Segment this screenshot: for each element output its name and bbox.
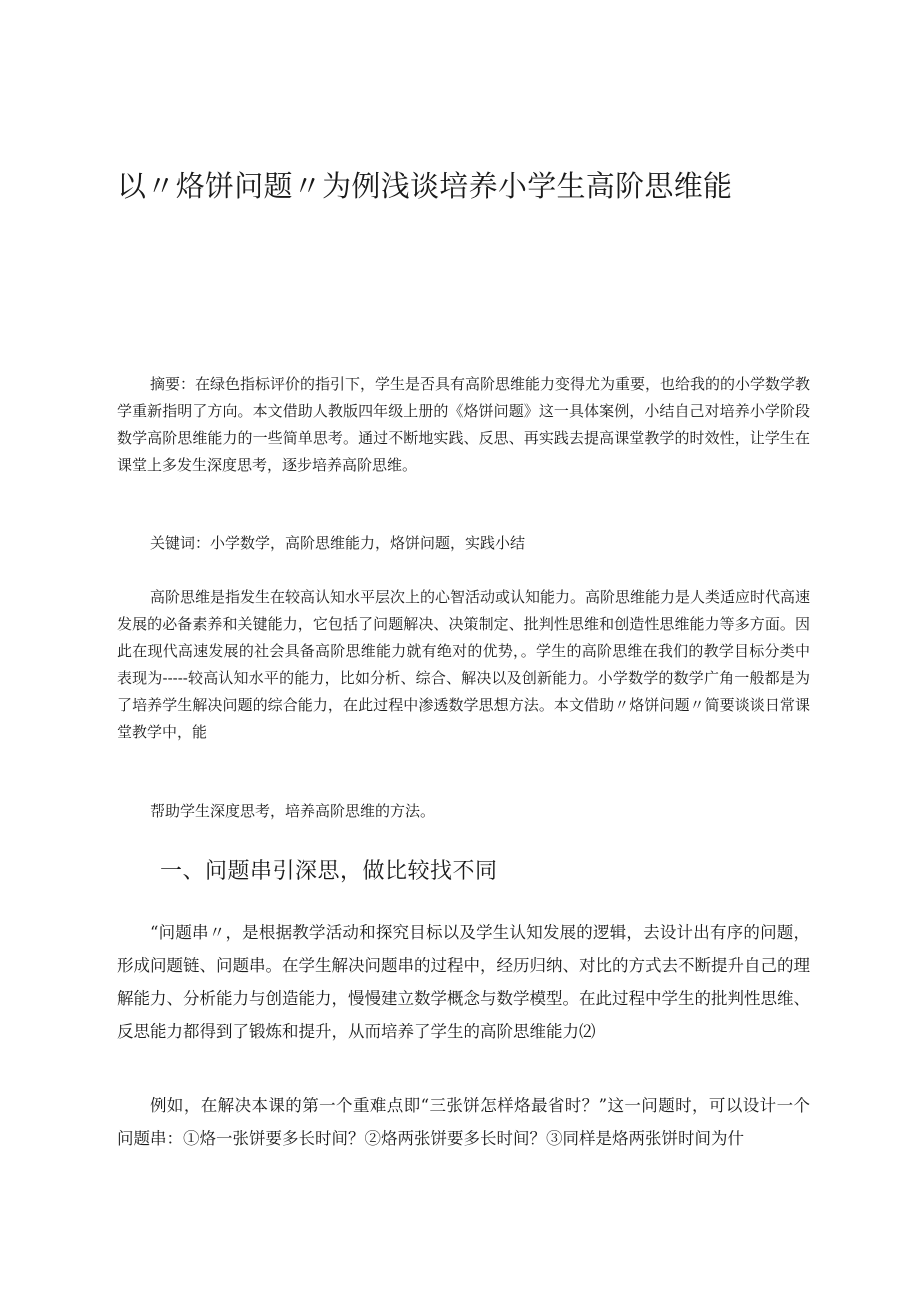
keywords-line: 关键词：小学数学，高阶思维能力，烙饼问题，实践小结 xyxy=(150,534,526,552)
document-title: 以〃烙饼问题〃为例浅谈培养小学生高阶思维能 xyxy=(117,169,733,203)
section1-paragraph-1: “问题串〃，是根据教学活动和探究目标以及学生认知发展的逻辑，去设计出有序的问题，形成问题链、问题串。在学生解决问题串的过程中，经历归纳、对比的方式去不断提升自己的理解能力、分析能力与创造能力，慢慢建立数学概念与数学模型。在此过程中学生的批判性思维、反思能力都得到了锻炼和提升，从而培养了学生的高阶思维能力⑵ xyxy=(117,923,810,1041)
intro-paragraph: 高阶思维是指发生在较高认知水平层次上的心智活动或认知能力。高阶思维能力是人类适应时代高速发展的必备素养和关键能力，它包括了问题解决、决策制定、批判性思维和创造性思维能力等多方面。因此在现代高速发展的社会具备高阶思维能力就有绝对的优势，。学生的高阶思维在我们的教学目标分类中表现为-----较高认知水平的能力，比如分析、综合、解决以及创新能力。小学数学的数学广角一般都是为了培养学生解决问题的综合能力，在此过程中渗透数学思想方法。本文借助〃烙饼问题〃简要谈谈日常课堂教学中，能 xyxy=(117,588,811,741)
abstract-paragraph: 摘要：在绿色指标评价的指引下，学生是否具有高阶思维能力变得尤为重要，也给我的的小学数学教学重新指明了方向。本文借助人教版四年级上册的《烙饼问题》这一具体案例，小结自己对培养小学阶段数学高阶思维能力的一些简单思考。通过不断地实践、反思、再实践去提高课堂教学的时效性，让学生在课堂上多发生深度思考，逐步培养高阶思维。 xyxy=(117,375,811,474)
intro-continuation: 帮助学生深度思考，培养高阶思维的方法。 xyxy=(150,802,436,820)
section-heading-1: 一、问题串引深思，做比较找不同 xyxy=(160,859,498,884)
section1-paragraph-2: 例如，在解决本课的第一个重难点即“三张饼怎样烙最省时？”这一问题时，可以设计一个问题串：①烙一张饼要多长时间？②烙两张饼要多长时间？③同样是烙两张饼时间为什 xyxy=(117,1096,810,1148)
